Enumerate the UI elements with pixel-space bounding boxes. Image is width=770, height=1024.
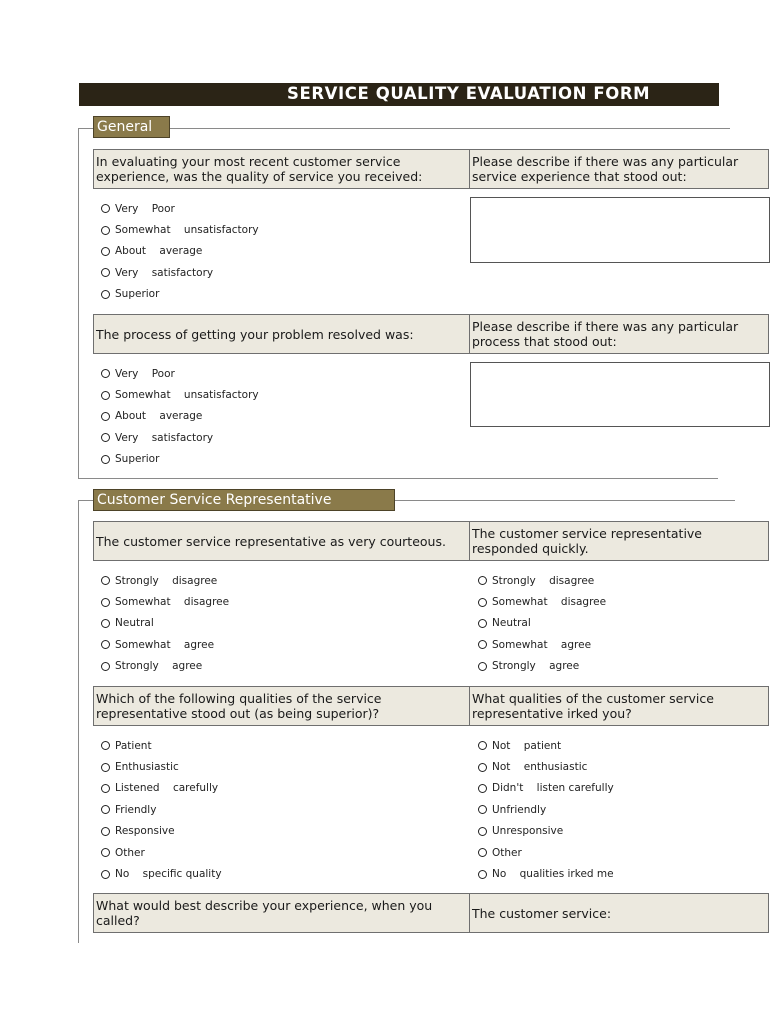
radio-button-icon[interactable] [478,619,487,628]
csr-q3-option[interactable] [101,842,222,863]
csr-q3-option-label: Patient [115,739,152,752]
csr-frame-left [78,500,79,943]
csr-q2-option[interactable] [478,613,606,634]
csr-q4-option-label: Unresponsive [492,825,564,838]
radio-button-icon[interactable] [101,763,110,772]
general-frame-bottom [78,478,718,479]
csr-q4-option-label: Not enthusiastic [492,761,588,774]
general-q2-option-label: Superior [115,453,160,466]
radio-button-icon[interactable] [101,619,110,628]
csr-q1-option[interactable] [101,634,229,655]
radio-button-icon[interactable] [101,204,110,213]
csr-q3-option-label: No specific quality [115,868,222,881]
csr-q1-option-label: Somewhat agree [115,638,215,651]
csr-q4-options [478,735,614,885]
radio-button-icon[interactable] [101,640,110,649]
csr-q1-option-label: Neutral [115,617,154,630]
csr-q1-option[interactable] [101,570,229,591]
radio-button-icon[interactable] [101,412,110,421]
csr-q1-option[interactable] [101,613,229,634]
csr-q3-option-label: Friendly [115,803,157,816]
csr-q1-option-label: Strongly disagree [115,574,218,587]
radio-button-icon[interactable] [478,576,487,585]
csr-q1-option[interactable] [101,591,229,612]
general-q2-option-label: Somewhat unsatisfactory [115,389,259,402]
general-q2-question: The process of getting your problem resolved was: [93,314,470,354]
radio-button-icon[interactable] [101,433,110,442]
csr-q1-question: The customer service representative as very courteous. [93,521,470,561]
radio-button-icon[interactable] [101,247,110,256]
radio-button-icon[interactable] [101,369,110,378]
csr-q3-option-label: Enthusiastic [115,761,179,774]
general-q1-options [101,198,259,305]
csr-q3-option[interactable] [101,799,222,820]
general-frame-left [78,128,79,479]
csr-q2-option[interactable] [478,591,606,612]
csr-q3-option[interactable] [101,756,222,777]
radio-button-icon[interactable] [478,662,487,671]
general-q2-option-label: Very satisfactory [115,431,214,444]
csr-q2-option-label: Strongly agree [492,660,580,673]
general-q2-option[interactable] [101,449,259,470]
general-q1-option[interactable] [101,219,259,240]
csr-q2-options [478,570,606,677]
radio-button-icon[interactable] [478,827,487,836]
general-frame-top-right [170,128,730,129]
csr-q2-option-label: Somewhat disagree [492,596,607,609]
csr-q3-option-label: Responsive [115,825,175,838]
general-q1-option-label: Somewhat unsatisfactory [115,224,259,237]
general-q2-option-label: Very Poor [115,367,175,380]
radio-button-icon[interactable] [101,576,110,585]
radio-button-icon[interactable] [101,848,110,857]
csr-q4-option[interactable] [478,821,614,842]
general-q2-option[interactable] [101,384,259,405]
csr-q2-option[interactable] [478,570,606,591]
general-q2-options [101,363,259,470]
csr-q4-option[interactable] [478,735,614,756]
csr-q1-option-label: Somewhat disagree [115,596,230,609]
radio-button-icon[interactable] [101,268,110,277]
radio-button-icon[interactable] [101,827,110,836]
csr-q4-option-label: Other [492,846,522,859]
radio-button-icon[interactable] [101,455,110,464]
csr-q3-option[interactable] [101,735,222,756]
general-q1-option-label: Very Poor [115,202,175,215]
radio-button-icon[interactable] [478,805,487,814]
general-q1-question: In evaluating your most recent customer service experience, was the quality of service you received: [93,149,470,189]
csr-q2-option-label: Somewhat agree [492,638,592,651]
csr-q2-question: The customer service representative responded quickly. [469,521,769,561]
radio-button-icon[interactable] [478,848,487,857]
csr-q2-option-label: Strongly disagree [492,574,595,587]
radio-button-icon[interactable] [478,640,487,649]
radio-button-icon[interactable] [101,226,110,235]
general-q1-option[interactable] [101,284,259,305]
general-section-label: General [93,116,170,138]
csr-q4-option[interactable] [478,863,614,884]
csr-q1-options [101,570,229,677]
radio-button-icon[interactable] [478,763,487,772]
csr-q2-option-label: Neutral [492,617,531,630]
csr-q5-question: What would best describe your experience, when you called? [93,893,470,933]
form-title: SERVICE QUALITY EVALUATION FORM [287,84,651,103]
radio-button-icon[interactable] [101,784,110,793]
radio-button-icon[interactable] [101,391,110,400]
csr-q4-option-label: Not patient [492,739,562,752]
csr-q2-option[interactable] [478,656,606,677]
general-q1-option[interactable] [101,262,259,283]
csr-frame-top-right [395,500,735,501]
radio-button-icon[interactable] [478,870,487,879]
form-title-bar [79,83,719,106]
csr-q3-option-label: Other [115,846,145,859]
radio-button-icon[interactable] [478,741,487,750]
csr-q3-option[interactable] [101,778,222,799]
csr-q3-option-label: Listened carefully [115,782,219,795]
csr-q4-option-label: Didn't listen carefully [492,782,614,795]
csr-frame-top-left [79,500,93,501]
general-q2-comment-field[interactable] [470,362,770,427]
radio-button-icon[interactable] [478,784,487,793]
general-q1-option[interactable] [101,198,259,219]
radio-button-icon[interactable] [101,870,110,879]
csr-q4-option[interactable] [478,778,614,799]
general-q1-option[interactable] [101,241,259,262]
csr-q1-option-label: Strongly agree [115,660,203,673]
csr-q3-question: Which of the following qualities of the service representative stood out (as being superior)? [93,686,470,726]
general-q2-option[interactable] [101,406,259,427]
radio-button-icon[interactable] [101,805,110,814]
csr-q1-option[interactable] [101,656,229,677]
general-frame-top-left [79,128,93,129]
csr-q3-options [101,735,222,885]
csr-q4-option-label: Unfriendly [492,803,547,816]
general-q1-comment-prompt: Please describe if there was any particular service experience that stood out: [469,149,769,189]
csr-q4-option[interactable] [478,842,614,863]
general-q2-option[interactable] [101,427,259,448]
general-q2-option-label: About average [115,410,203,423]
csr-q4-option[interactable] [478,799,614,820]
general-q2-comment-prompt: Please describe if there was any particular process that stood out: [469,314,769,354]
general-q1-option-label: About average [115,245,203,258]
csr-q4-option-label: No qualities irked me [492,868,614,881]
general-q1-comment-field[interactable] [470,197,770,263]
general-q1-option-label: Very satisfactory [115,266,214,279]
csr-section-label: Customer Service Representative [93,489,395,511]
radio-button-icon[interactable] [101,290,110,299]
radio-button-icon[interactable] [101,741,110,750]
radio-button-icon[interactable] [478,598,487,607]
csr-q4-option[interactable] [478,756,614,777]
csr-q3-option[interactable] [101,863,222,884]
radio-button-icon[interactable] [101,662,110,671]
csr-q4-question: What qualities of the customer service representative irked you? [469,686,769,726]
general-q1-option-label: Superior [115,288,160,301]
general-q2-option[interactable] [101,363,259,384]
csr-q6-question: The customer service: [469,893,769,933]
radio-button-icon[interactable] [101,598,110,607]
csr-q3-option[interactable] [101,821,222,842]
csr-q2-option[interactable] [478,634,606,655]
